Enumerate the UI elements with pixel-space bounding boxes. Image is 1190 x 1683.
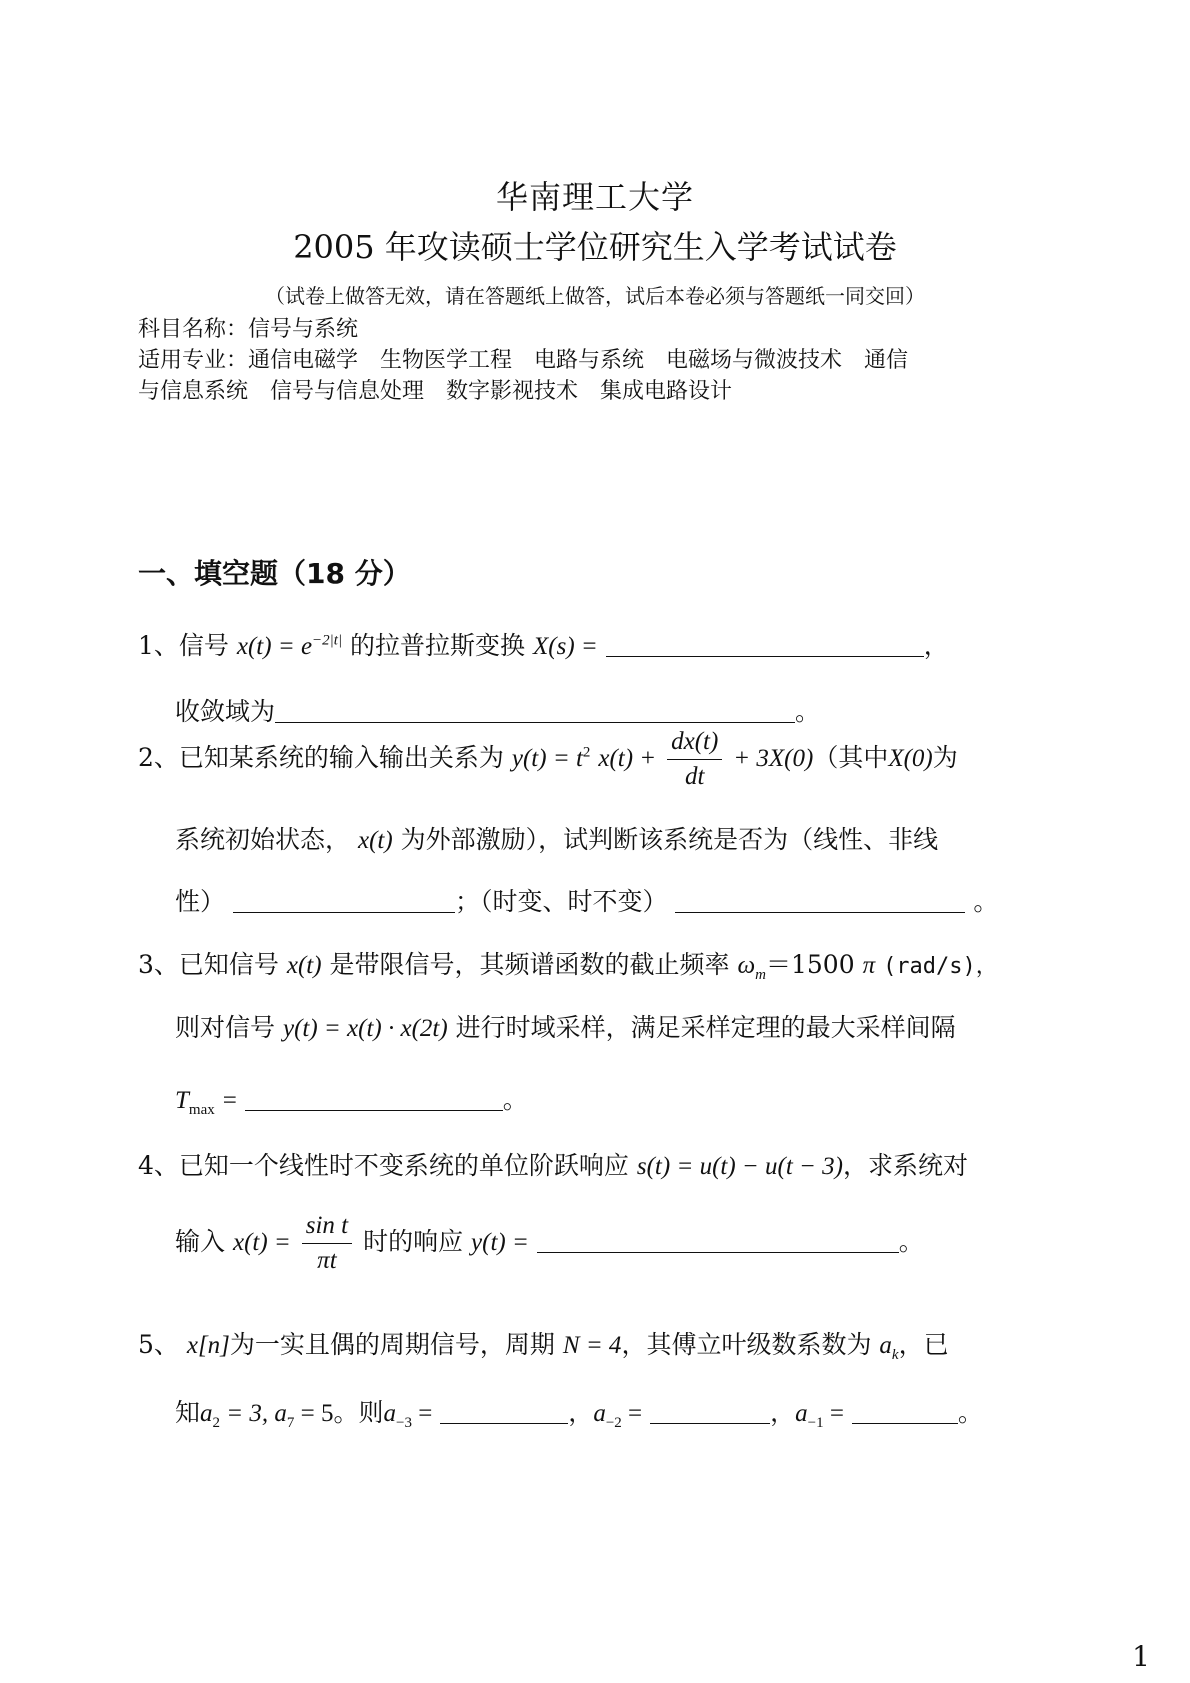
q1-exponent: −2|t| — [312, 632, 343, 649]
q5-formula-signal: x[n] — [186, 1332, 230, 1359]
q3-formula-signal: x(t) — [286, 952, 322, 979]
q5-a2-sub: 2 — [212, 1415, 221, 1431]
q2-formula-3: + 3X(0) — [733, 745, 814, 772]
q2-text-1: 已知某系统的输入输出关系为 — [178, 743, 504, 772]
q4-end: 。 — [898, 1227, 924, 1256]
q2-square: 2 — [582, 744, 591, 761]
q1-end-1: ， — [923, 631, 949, 660]
question-2-line-1 — [138, 728, 958, 791]
q3-text-2: 是带限信号，其频谱函数的截止频率 — [329, 950, 730, 979]
q4-sinc-fraction — [302, 1212, 352, 1275]
q5-ak-sub: k — [891, 1347, 899, 1363]
q2-formula-4: X(0) — [888, 745, 933, 772]
q5-a7-sub: 7 — [286, 1415, 295, 1431]
q1-text-3: 收敛域为 — [175, 697, 276, 726]
q4-fraction-denominator: πt — [317, 1247, 337, 1274]
q2-text-7: ；（时变、时不变） — [454, 887, 668, 916]
q4-number: 4、 — [138, 1151, 179, 1180]
q3-text-3: ＝1500 — [766, 950, 855, 979]
q5-text-4: 知 — [175, 1398, 201, 1427]
q2-blank-time-variance[interactable] — [675, 890, 965, 913]
q2-fraction-numerator: dx(t) — [667, 728, 722, 760]
question-2-line-2 — [175, 820, 938, 856]
q5-a-minus2-sub: −2 — [605, 1415, 622, 1431]
q5-eq-3: = — [823, 1400, 844, 1427]
q3-text-5: 进行时域采样，满足采样定理的最大采样间隔 — [455, 1013, 956, 1042]
university-name: 华南理工大学 — [495, 178, 694, 216]
q4-blank-response[interactable] — [537, 1230, 899, 1253]
q4-fraction-numerator: sin t — [302, 1212, 352, 1244]
q3-T: T — [175, 1087, 189, 1114]
question-2-line-3 — [175, 882, 998, 918]
q1-text-1: 信号 — [178, 631, 229, 660]
q5-text-2: ，其傅立叶级数系数为 — [621, 1330, 872, 1359]
q2-derivative-fraction — [667, 728, 722, 791]
q5-a7: = 3, a — [220, 1400, 287, 1427]
question-3-line-3 — [175, 1080, 528, 1119]
q5-ak: a — [879, 1332, 892, 1359]
q2-text-2: （其中 — [813, 743, 889, 772]
q1-blank-roc[interactable] — [275, 700, 795, 723]
q5-a-minus3-sub: −3 — [396, 1415, 412, 1431]
question-4-line-1 — [138, 1146, 968, 1182]
q5-a-minus1: a — [795, 1400, 808, 1427]
q5-text-3: ，已 — [898, 1330, 949, 1359]
q2-text-3: 为 — [932, 743, 958, 772]
question-1-line-1 — [138, 626, 949, 662]
q1-number: 1、 — [138, 631, 179, 660]
q5-text-1: 为一实且偶的周期信号，周期 — [229, 1330, 555, 1359]
q1-blank-laplace[interactable] — [606, 634, 924, 657]
q3-T-sub: max — [188, 1102, 215, 1118]
q2-fraction-denominator: dt — [684, 763, 705, 790]
q2-formula-2: x(t) + — [598, 745, 657, 772]
question-4-line-2 — [175, 1212, 924, 1275]
q1-end-2: 。 — [795, 697, 821, 726]
q5-number: 5、 — [138, 1330, 179, 1359]
q2-text-5: 为外部激励），试判断该系统是否为（线性、非线 — [400, 825, 939, 854]
question-3-line-1 — [138, 945, 998, 984]
q4-formula-step: s(t) = u(t) − u(t − 3) — [636, 1153, 844, 1180]
majors-line-2: 与信息系统 信号与信息处理 数字影视技术 集成电路设计 — [138, 379, 733, 404]
q5-blank-a-minus3[interactable] — [440, 1401, 568, 1424]
q2-number: 2、 — [138, 743, 179, 772]
q5-sep-2: ， — [770, 1398, 796, 1427]
q2-text-6: 性） — [175, 887, 226, 916]
subject-line: 科目名称：信号与系统 — [138, 317, 359, 342]
q3-number: 3、 — [138, 950, 179, 979]
q3-omega: ω — [737, 952, 756, 979]
question-3-line-2 — [175, 1008, 956, 1044]
question-1-line-2 — [175, 692, 820, 728]
q3-formula-product: y(t) = x(t) · x(2t) — [282, 1015, 448, 1042]
q4-formula-output: y(t) = — [471, 1229, 529, 1256]
q1-formula-laplace: X(s) = — [533, 633, 598, 660]
q5-a2: a — [200, 1400, 213, 1427]
q3-pi: π — [862, 952, 876, 979]
q5-blank-a-minus2[interactable] — [650, 1401, 770, 1424]
exam-title: 2005 年攻读硕士学位研究生入学考试试卷 — [293, 228, 897, 266]
q5-eq-1: = — [411, 1400, 433, 1427]
q1-text-2: 的拉普拉斯变换 — [350, 631, 526, 660]
q5-sep-1: ， — [568, 1398, 594, 1427]
q5-a-minus3: a — [383, 1400, 397, 1427]
question-5-line-1 — [138, 1325, 949, 1364]
q5-formula-period: N = 4 — [562, 1332, 622, 1359]
q3-end: 。 — [502, 1085, 528, 1114]
q4-text-4: 时的响应 — [363, 1227, 464, 1256]
q3-omega-sub: m — [755, 967, 766, 983]
q5-blank-a-minus1[interactable] — [852, 1401, 958, 1424]
q2-end: 。 — [973, 887, 999, 916]
q2-blank-linearity[interactable] — [233, 890, 455, 913]
q3-text-4: 则对信号 — [175, 1013, 276, 1042]
q5-end: 。 — [957, 1398, 983, 1427]
q3-text-1: 已知信号 — [178, 950, 279, 979]
q3-equals: = — [222, 1087, 237, 1114]
q4-formula-input: x(t) = — [232, 1229, 291, 1256]
q4-text-2: ，求系统对 — [843, 1151, 969, 1180]
q5-a-minus2: a — [593, 1400, 606, 1427]
q2-formula-5: x(t) — [357, 827, 393, 854]
q2-formula-1: y(t) = t — [511, 745, 583, 772]
q3-blank-tmax[interactable] — [245, 1088, 503, 1111]
majors-line-1: 适用专业：通信电磁学 生物医学工程 电路与系统 电磁场与微波技术 通信 — [138, 348, 909, 373]
section-title: 一、填空题（18 分） — [138, 557, 411, 590]
q2-text-4: 系统初始状态， — [175, 825, 351, 854]
q5-a7-value: = 5 — [294, 1400, 334, 1427]
q4-text-3: 输入 — [175, 1227, 226, 1256]
q3-unit: (rad/s)， — [883, 954, 998, 979]
q1-formula-signal: x(t) = e — [236, 633, 313, 660]
question-5-line-2 — [175, 1393, 983, 1432]
exam-notice: （试卷上做答无效，请在答题纸上做答，试后本卷必须与答题纸一同交回） — [265, 284, 925, 308]
q5-text-5: 。则 — [333, 1398, 384, 1427]
q5-eq-2: = — [621, 1400, 643, 1427]
q4-text-1: 已知一个线性时不变系统的单位阶跃响应 — [178, 1151, 629, 1180]
q5-a-minus1-sub: −1 — [807, 1415, 824, 1431]
page-number: 1 — [1132, 1640, 1150, 1673]
